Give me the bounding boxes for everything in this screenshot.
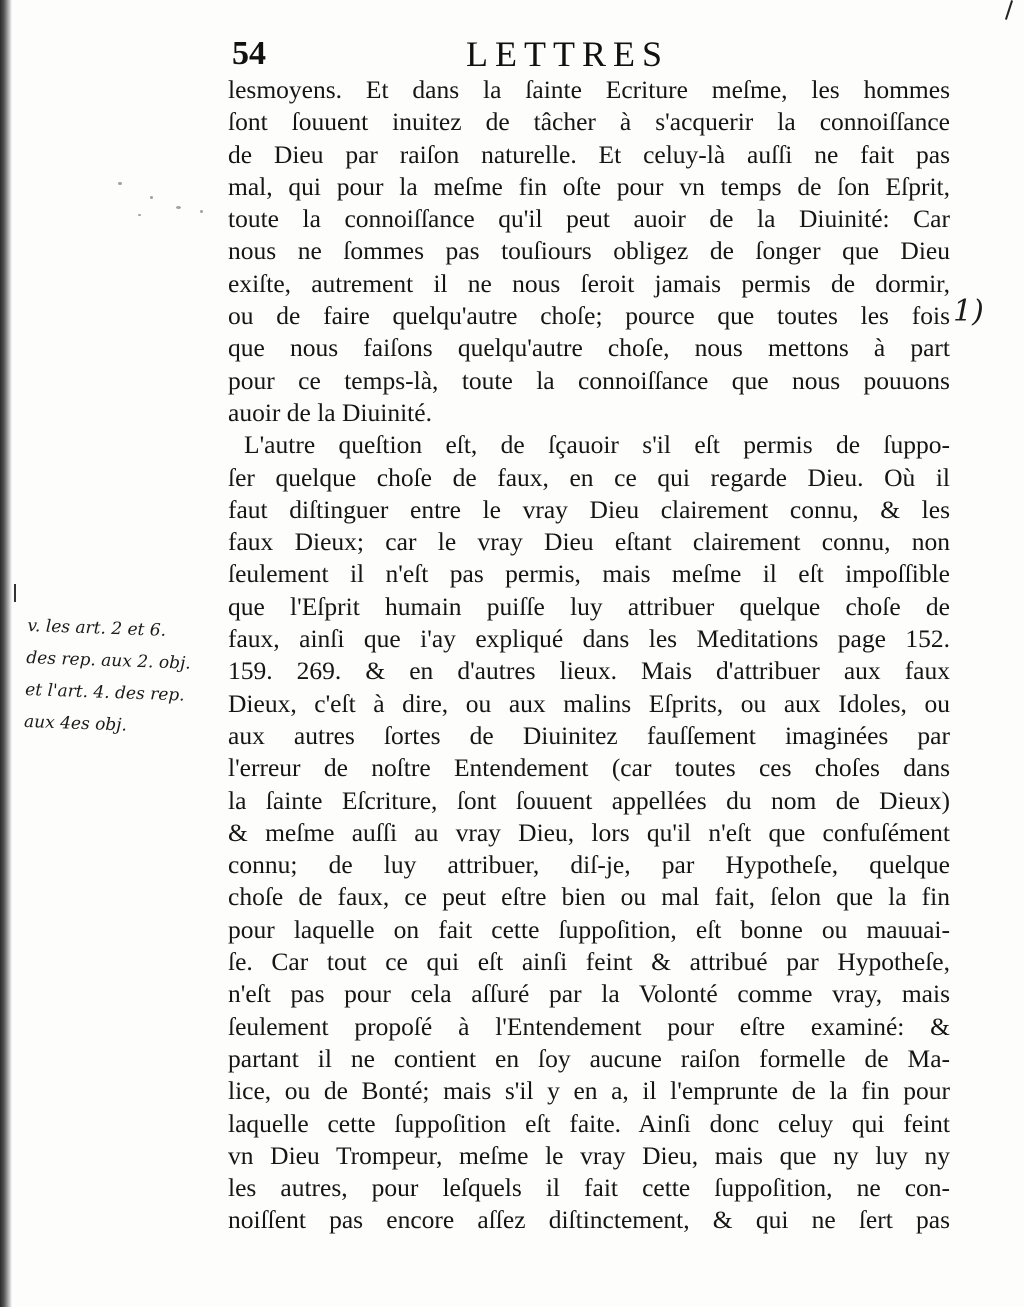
text-line: lesmoyens. Et dans la ſainte Ecriture meſme, les hommes [228,75,950,104]
ink-speck [200,210,203,213]
text-line: ſeulement propoſé à l'Entendement pour eſtre examiné: & [228,1011,950,1041]
text-line: ſont ſouuent inuitez de tâcher à s'acquerir la connoiſſance [228,107,950,137]
ink-speck [150,196,153,199]
text-line: nous ne ſommes pas touſiours obligez de ſonger que Dieu [228,236,950,266]
text-line: laquelle cette ſuppoſition eſt faite. Ainſi donc celuy qui feint [228,1108,950,1138]
text-line: ou de faire quelqu'autre choſe; pource que toutes les fois [228,301,950,331]
text-line: faux, ainſi que i'ay expliqué dans les Meditations page 152. [228,624,950,654]
right-margin-note: 1) [953,294,984,329]
binding-shadow [0,0,12,1307]
text-line: exiſte, autrement il ne nous ſeroit jamais permis de dormir, [228,268,950,298]
page-number: 54 [232,35,266,72]
margin-tick-mark [14,584,16,602]
text-line: que l'Eſprit humain puiſſe luy attribuer quelque choſe de [228,591,950,621]
text-line: de Dieu par raiſon naturelle. Et celuy-là auſſi ne fait pas [228,139,950,169]
handwritten-marginal-note [24,610,216,744]
text-line: noiſſent pas encore aſſez diſtinctement, & qui ne ſert pas [228,1205,950,1235]
text-line: faux Dieux; car le vray Dieu eſtant clairement connu, non [228,527,950,557]
text-line: l'erreur de noſtre Entendement (car toutes ces choſes dans [228,753,950,783]
marginal-note-line: et l'art. 4. des rep. [24,679,185,706]
text-line: choſe de faux, ce peut eſtre bien ou mal fait, ſelon que la fin [228,882,950,912]
marginal-note-line: aux 4es obj. [23,711,128,736]
text-line: Dieux, c'eſt à dire, ou aux malins Eſprits, ou aux Idoles, ou [228,688,950,718]
marginal-note-line: des rep. aux 2. obj. [25,647,192,674]
marginal-note-line: v. les art. 2 et 6. [27,615,167,641]
ink-speck [176,206,181,209]
body-text [228,74,950,1237]
text-line: ſeulement il n'eſt pas permis, mais meſme il eſt impoſſible [228,559,950,589]
running-title: LETTRES [466,34,669,74]
ink-speck [138,214,141,216]
text-line: que nous faiſons quelqu'autre choſe, nous mettons à part [228,333,950,363]
ink-speck [118,182,122,185]
text-line: faut diſtinguer entre le vray Dieu clairement connu, & les [228,494,950,524]
page-header [226,32,946,76]
text-line: connu; de luy attribuer, diſ-je, par Hypotheſe, quelque [228,850,950,880]
text-line: ſer quelque choſe de faux, en ce qui regarde Dieu. Où il [228,462,950,492]
text-line: & meſme auſſi au vray Dieu, lors qu'il n'eſt que confuſément [228,817,950,847]
text-line: les autres, pour leſquels il fait cette ſuppoſition, ne con- [228,1173,950,1203]
text-line: 159. 269. & en d'autres lieux. Mais d'attribuer aux faux [228,656,950,686]
text-line-paragraph-start: L'autre queſtion eſt, de ſçauoir s'il eſt permis de ſuppo- [244,430,950,460]
text-line: aux autres ſortes de Diuinitez fauſſement imaginées par [228,720,950,750]
text-line: vn Dieu Trompeur, meſme le vray Dieu, mais que ny luy ny [228,1140,950,1170]
text-line: la ſainte Eſcriture, ſont ſouuent appellées du nom de Dieux) [228,785,950,815]
text-line: mal, qui pour la meſme fin oſte pour vn temps de ſon Eſprit, [228,171,950,201]
text-line: toute la connoiſſance qu'il peut auoir de la Diuinité: Car [228,204,950,234]
text-line: lice, ou de Bonté; mais s'il y en a, il l'emprunte de la fin pour [228,1076,950,1106]
text-line: partant il ne contient en ſoy aucune raiſon formelle de Ma- [228,1043,950,1073]
text-line: n'eſt pas pour cela aſſuré par la Volonté comme vray, mais [228,979,950,1009]
text-line: ſe. Car tout ce qui eſt ainſi feint & attribué par Hypotheſe, [228,947,950,977]
text-line-paragraph-end: auoir de la Diuinité. [228,397,432,427]
text-line: pour ce temps-là, toute la connoiſſance que nous pouuons [228,365,950,395]
corner-mark [1005,0,1013,20]
text-line: pour laquelle on fait cette ſuppoſition, eſt bonne ou mauuai- [228,914,950,944]
